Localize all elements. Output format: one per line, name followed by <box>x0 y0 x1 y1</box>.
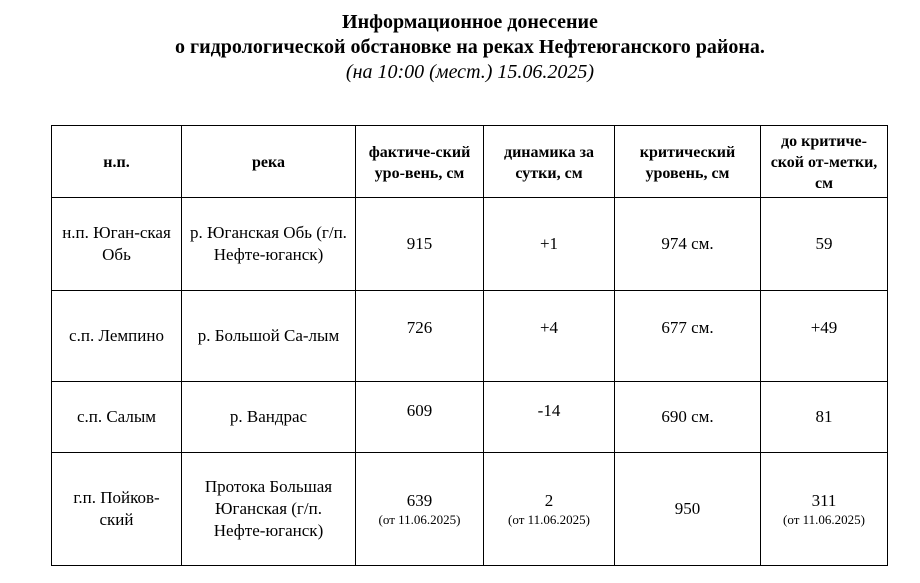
cell-critical <box>615 291 761 382</box>
cell-to-critical: 59 <box>761 198 888 291</box>
table-row <box>52 291 888 382</box>
to-critical-date-note: (от 11.06.2025) <box>783 512 865 527</box>
dynamic-value: +4 <box>539 318 559 337</box>
cell-critical: 950 <box>615 453 761 566</box>
header-actual-level: фактиче-ский уро-вень, см <box>356 126 484 198</box>
cell-to-critical <box>761 453 888 566</box>
cell-settlement: г.п. Пойков-ский <box>52 453 182 566</box>
cell-settlement: н.п. Юган-ская Обь <box>52 198 182 291</box>
cell-river: Протока Большая Юганская (г/п. Нефте-юганск) <box>182 453 356 566</box>
header-daily-dynamic: динамика за сутки, см <box>484 126 615 198</box>
report-header <box>0 10 920 84</box>
level-value: 609 <box>406 401 433 420</box>
table-header-row <box>52 126 888 198</box>
cell-river: р. Юганская Обь (г/п. Нефте-юганск) <box>182 198 356 291</box>
cell-river: р. Вандрас <box>182 382 356 453</box>
table-row <box>52 198 888 291</box>
to-critical-value: +49 <box>810 318 838 337</box>
header-to-critical: до критиче-ской от-метки, см <box>761 126 888 198</box>
header-critical-level: критический уровень, см <box>615 126 761 198</box>
cell-settlement: с.п. Лемпино <box>52 291 182 382</box>
cell-dynamic <box>484 382 615 453</box>
hydrology-table <box>51 125 888 566</box>
cell-to-critical: 81 <box>761 382 888 453</box>
header-river: река <box>182 126 356 198</box>
report-subtitle: о гидрологической обстановке на реках Нефтеюганского района. <box>175 36 765 58</box>
dynamic-value: -14 <box>537 401 561 420</box>
cell-settlement: с.п. Салым <box>52 382 182 453</box>
to-critical-value: 311 <box>811 491 837 510</box>
dynamic-date-note: (от 11.06.2025) <box>508 512 590 527</box>
cell-level <box>356 453 484 566</box>
table-row <box>52 382 888 453</box>
table-row <box>52 453 888 566</box>
cell-critical: 974 см. <box>615 198 761 291</box>
cell-critical: 690 см. <box>615 382 761 453</box>
cell-dynamic <box>484 453 615 566</box>
cell-level <box>356 291 484 382</box>
header-settlement: н.п. <box>52 126 182 198</box>
cell-dynamic: +1 <box>484 198 615 291</box>
report-title: Информационное донесение <box>342 11 598 33</box>
cell-river: р. Большой Са-лым <box>182 291 356 382</box>
cell-dynamic <box>484 291 615 382</box>
report-timestamp: (на 10:00 (мест.) 15.06.2025) <box>345 61 595 83</box>
dynamic-value: 2 <box>544 491 554 510</box>
cell-level: 915 <box>356 198 484 291</box>
level-value: 639 <box>406 491 433 510</box>
cell-level <box>356 382 484 453</box>
critical-value: 677 см. <box>661 318 714 337</box>
level-value: 726 <box>406 318 433 337</box>
cell-to-critical <box>761 291 888 382</box>
level-date-note: (от 11.06.2025) <box>378 512 461 527</box>
